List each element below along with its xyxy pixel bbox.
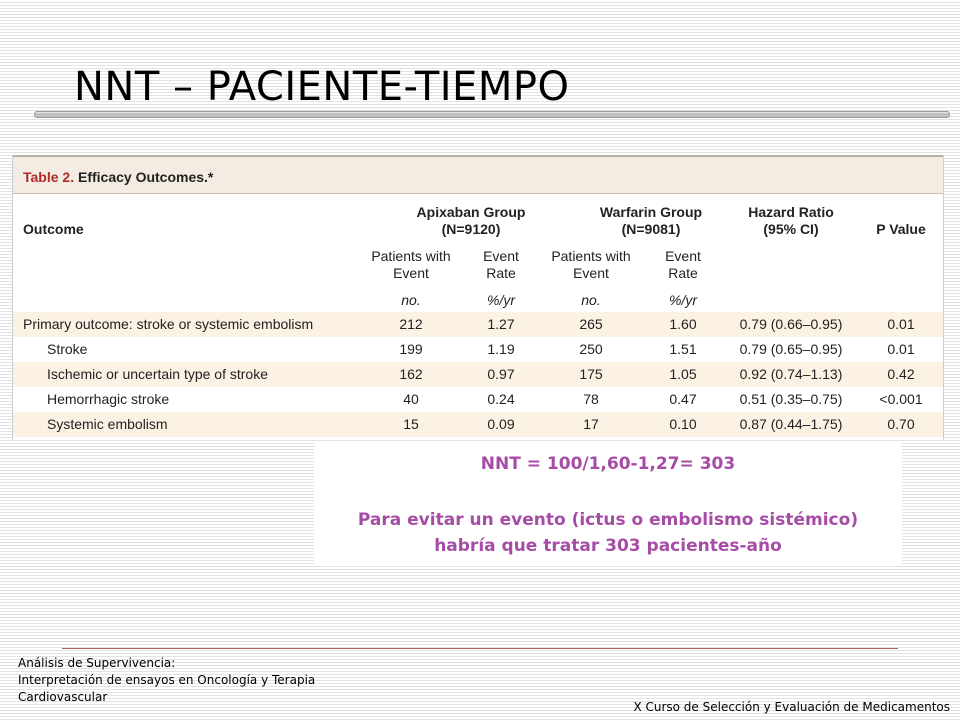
footer-course-topic <box>18 655 315 706</box>
table-row <box>13 387 943 412</box>
cell-apix-rate: 0.97 <box>487 366 515 382</box>
footer-course-name: X Curso de Selección y Evaluación de Medicamentos <box>633 700 950 714</box>
cell-warf-rate: 1.51 <box>669 341 697 357</box>
table-caption-label: Table 2. <box>23 169 75 185</box>
slide-title: NNT – PACIENTE-TIEMPO <box>74 64 570 110</box>
table-row <box>13 312 943 337</box>
table-caption-bar <box>13 155 943 194</box>
cell-warf-rate: 0.47 <box>669 391 697 407</box>
nnt-formula: NNT = 100/1,60-1,27= 303 <box>480 454 736 474</box>
cell-warf-n: 78 <box>583 391 599 407</box>
footer-left-line3: Cardiovascular <box>18 690 108 704</box>
cell-hazard-ratio: 0.87 (0.44–1.75) <box>739 416 843 432</box>
cell-warf-n: 175 <box>579 366 603 382</box>
cell-apix-n: 15 <box>403 416 419 432</box>
subheader-warf-patients-2: Event <box>573 265 609 281</box>
unit-warf-no: no. <box>581 292 601 308</box>
cell-apix-rate: 1.19 <box>487 341 515 357</box>
subheader-apix-rate-2: Rate <box>486 265 516 281</box>
footer-left-line2: Interpretación de ensayos en Oncología y Terapia <box>18 673 316 687</box>
cell-outcome: Stroke <box>47 341 88 357</box>
header-ci: (95% CI) <box>763 221 819 237</box>
title-underline <box>34 111 950 118</box>
efficacy-table <box>12 155 944 440</box>
subheader-apix-patients-1: Patients with <box>371 248 451 264</box>
cell-hazard-ratio: 0.51 (0.35–0.75) <box>739 391 843 407</box>
cell-warf-rate: 1.05 <box>669 366 697 382</box>
table-row <box>13 412 943 437</box>
nnt-explanation-line1: Para evitar un evento (ictus o embolismo sistémico) <box>357 510 859 530</box>
cell-hazard-ratio: 0.79 (0.66–0.95) <box>739 316 843 332</box>
unit-apix-rate: %/yr <box>487 292 515 308</box>
cell-apix-n: 162 <box>399 366 423 382</box>
subheader-warf-rate-1: Event <box>665 248 701 264</box>
subheader-warf-rate-2: Rate <box>668 265 698 281</box>
header-warfarin-n: (N=9081) <box>621 221 681 237</box>
unit-warf-rate: %/yr <box>669 292 697 308</box>
header-warfarin-group: Warfarin Group <box>599 204 703 220</box>
cell-outcome: Ischemic or uncertain type of stroke <box>47 366 268 382</box>
header-apixaban-group: Apixaban Group <box>416 204 526 220</box>
cell-p-value: <0.001 <box>879 391 923 407</box>
table-row <box>13 362 943 387</box>
cell-warf-n: 17 <box>583 416 599 432</box>
table-caption <box>23 169 213 185</box>
nnt-explanation-line2: habría que tratar 303 pacientes-año <box>434 536 782 556</box>
cell-warf-n: 250 <box>579 341 603 357</box>
footer-left-line1: Análisis de Supervivencia: <box>18 656 176 670</box>
cell-outcome: Primary outcome: stroke or systemic embolism <box>23 316 314 332</box>
subheader-apix-rate-1: Event <box>483 248 519 264</box>
unit-apix-no: no. <box>401 292 421 308</box>
footer-divider <box>62 648 898 649</box>
header-p-value: P Value <box>876 221 926 237</box>
cell-apix-rate: 0.09 <box>487 416 515 432</box>
cell-apix-n: 199 <box>399 341 423 357</box>
table-caption-text: Efficacy Outcomes.* <box>77 169 214 185</box>
table-row <box>13 337 943 362</box>
cell-outcome: Systemic embolism <box>47 416 168 432</box>
subheader-apix-patients-2: Event <box>393 265 429 281</box>
nnt-callout <box>314 442 902 566</box>
cell-p-value: 0.42 <box>887 366 915 382</box>
cell-hazard-ratio: 0.92 (0.74–1.13) <box>739 366 843 382</box>
cell-warf-rate: 1.60 <box>669 316 697 332</box>
cell-warf-n: 265 <box>579 316 603 332</box>
cell-p-value: 0.01 <box>887 341 915 357</box>
cell-apix-rate: 0.24 <box>487 391 515 407</box>
cell-apix-n: 40 <box>403 391 419 407</box>
header-apixaban-n: (N=9120) <box>441 221 501 237</box>
cell-outcome: Hemorrhagic stroke <box>47 391 170 407</box>
cell-warf-rate: 0.10 <box>669 416 697 432</box>
cell-p-value: 0.01 <box>887 316 915 332</box>
cell-apix-n: 212 <box>399 316 423 332</box>
cell-hazard-ratio: 0.79 (0.65–0.95) <box>739 341 843 357</box>
cell-p-value: 0.70 <box>887 416 915 432</box>
subheader-warf-patients-1: Patients with <box>551 248 631 264</box>
header-hazard-ratio: Hazard Ratio <box>748 204 834 220</box>
cell-apix-rate: 1.27 <box>487 316 515 332</box>
header-outcome: Outcome <box>23 221 84 237</box>
